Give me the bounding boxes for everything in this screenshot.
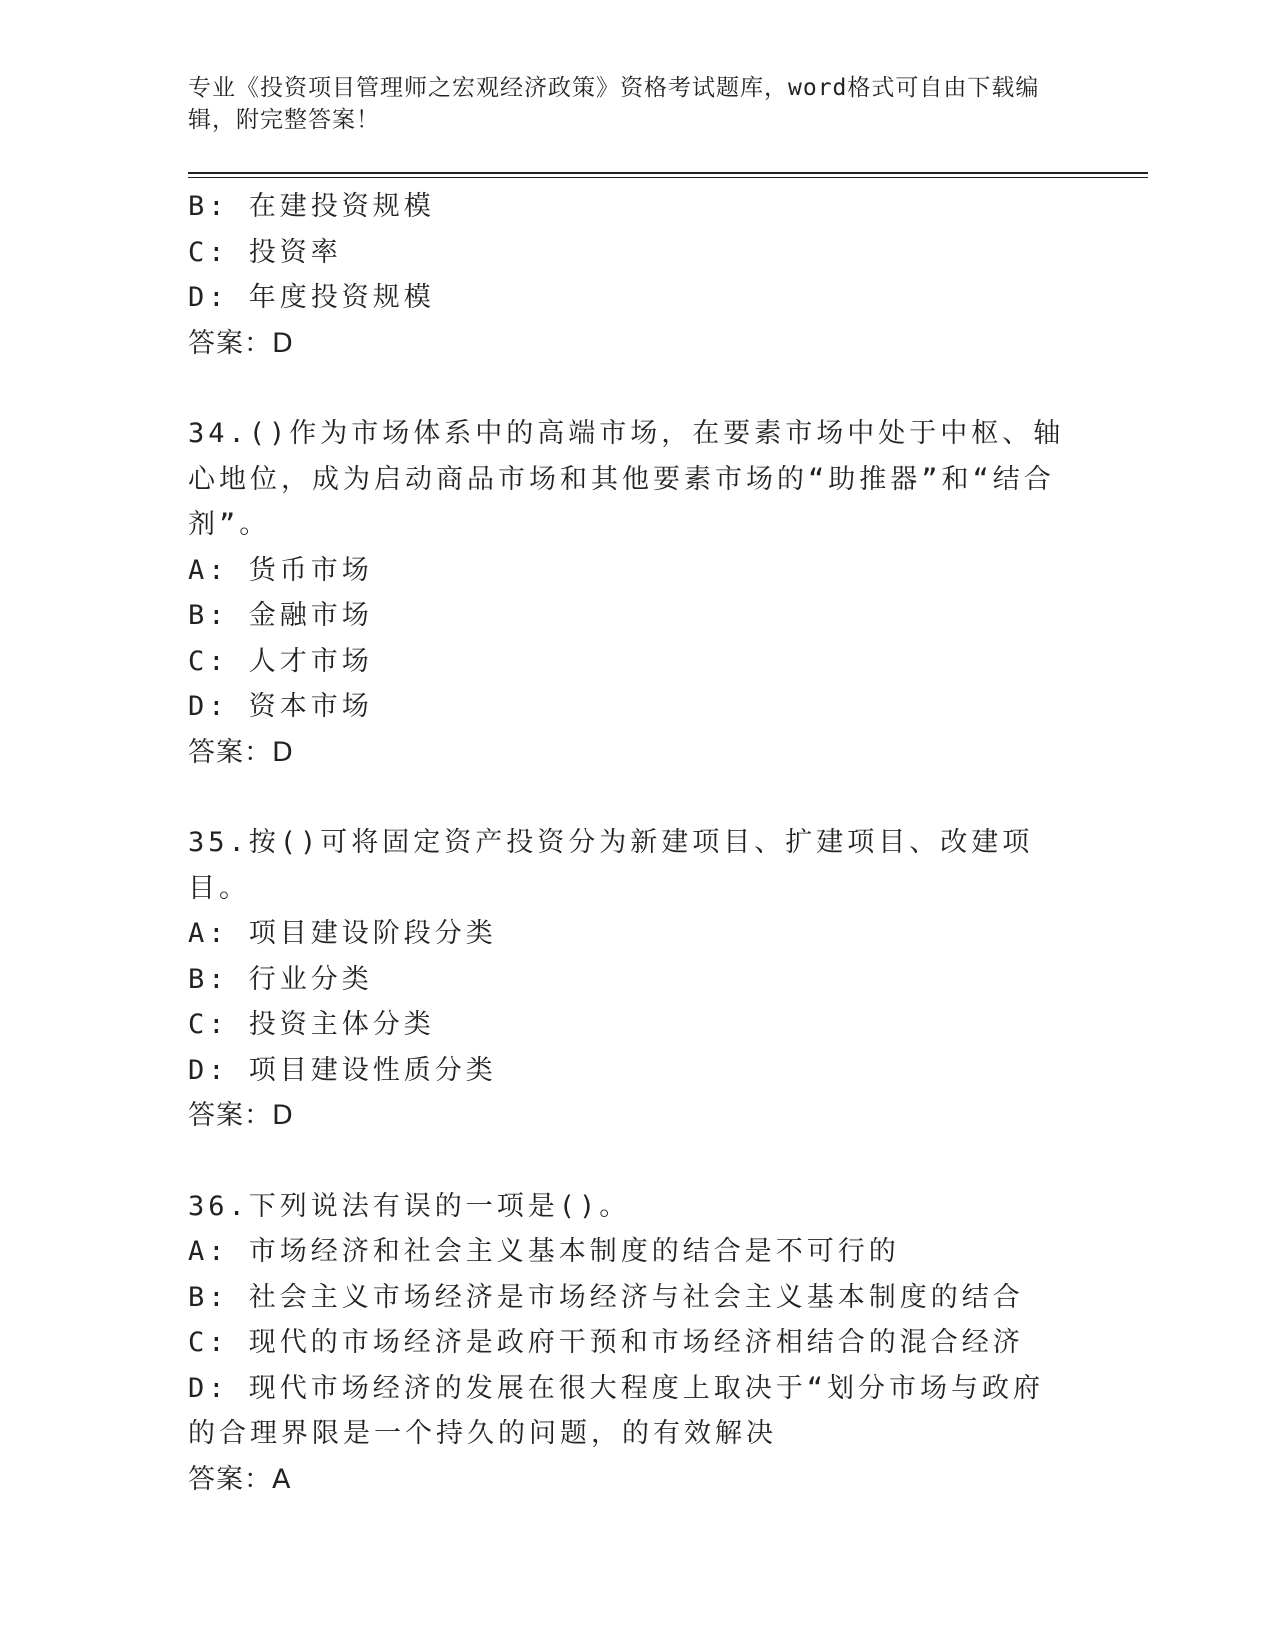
question-35 [188, 820, 1148, 1139]
option-a: A: 项目建设阶段分类 [188, 918, 497, 949]
option-d: D: 项目建设性质分类 [188, 1054, 497, 1086]
option-b: B: 行业分类 [188, 963, 373, 995]
option-b: B: 社会主义市场经济是市场经济与社会主义基本制度的结合 [188, 1281, 1024, 1313]
question-text: 34.()作为市场体系中的高端市场，在要素市场中处于中枢、轴心地位，成为启动商品市场和其他要素市场的“助推器”和“结合剂”。 [188, 418, 1065, 540]
question-36 [188, 1184, 1148, 1503]
option-c: C: 投资主体分类 [188, 1009, 435, 1040]
question-33-continued [188, 184, 1148, 366]
answer: 答案：D [188, 1100, 294, 1131]
option-c: C: 投资率 [188, 236, 342, 268]
option-d: D: 资本市场 [188, 691, 373, 722]
document-header: 专业《投资项目管理师之宏观经济政策》资格考试题库，word格式可自由下载编辑，附完整答案！ [188, 75, 1040, 133]
option-b: B: 金融市场 [188, 600, 373, 631]
option-c: C: 人才市场 [188, 645, 373, 677]
answer: 答案：D [188, 736, 294, 768]
option-d: D: 年度投资规模 [188, 282, 435, 313]
option-c: C: 现代的市场经济是政府干预和市场经济相结合的混合经济 [188, 1327, 1024, 1358]
question-34 [188, 411, 1148, 775]
option-a: A: 市场经济和社会主义基本制度的结合是不可行的 [188, 1236, 900, 1267]
document-page [188, 72, 1148, 1502]
option-d: D: 现代市场经济的发展在很大程度上取决于“划分市场与政府的合理界限是一个持久的问题，的有效解决 [188, 1372, 1045, 1449]
answer: 答案：A [188, 1463, 292, 1495]
answer: 答案：D [188, 327, 294, 359]
question-text: 35.按()可将固定资产投资分为新建项目、扩建项目、改建项目。 [188, 827, 1034, 904]
option-a: A: 货币市场 [188, 554, 373, 586]
question-text: 36.下列说法有误的一项是()。 [188, 1190, 631, 1222]
header-divider [188, 172, 1148, 178]
option-b: B: 在建投资规模 [188, 191, 435, 222]
